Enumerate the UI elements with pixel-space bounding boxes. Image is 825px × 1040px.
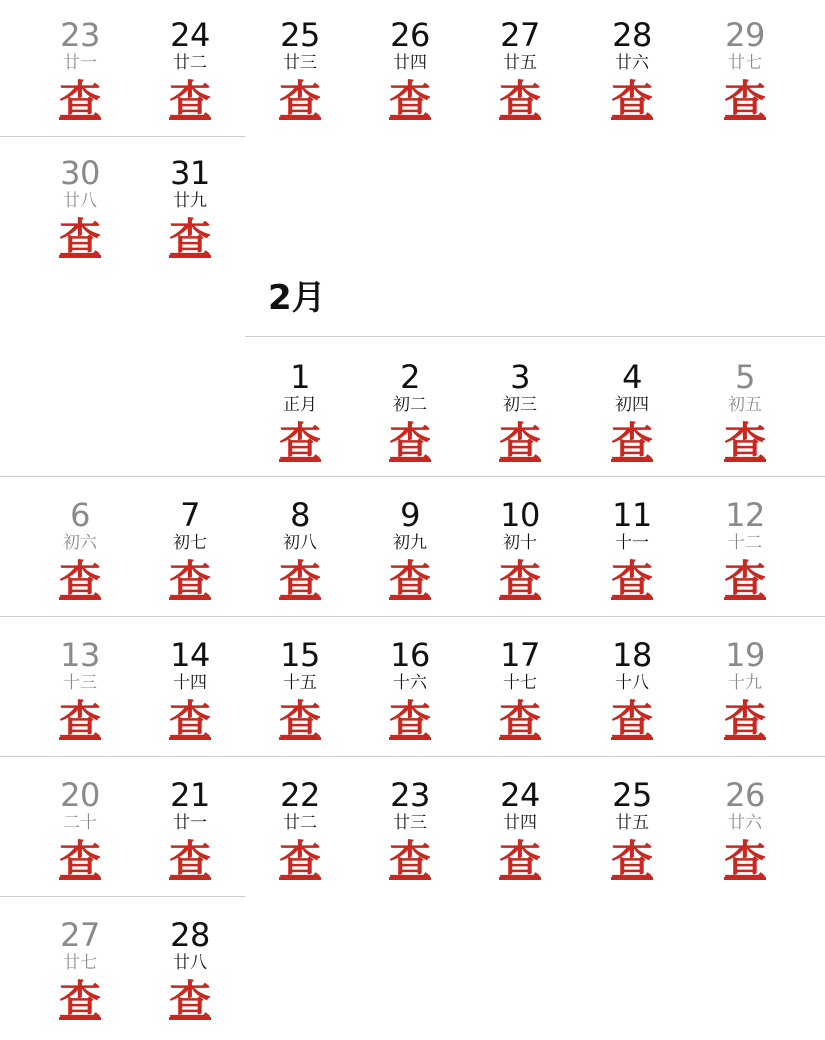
day-cell[interactable]: [245, 342, 355, 482]
day-number: 9: [400, 496, 420, 534]
lookup-button[interactable]: 查: [388, 76, 431, 125]
row-divider: [0, 616, 825, 617]
day-number: 23: [390, 776, 430, 814]
day-cell[interactable]: [245, 480, 355, 620]
day-cell[interactable]: [355, 342, 465, 482]
day-number: 27: [500, 16, 540, 54]
day-number: 22: [280, 776, 320, 814]
lunar-date: 廿一: [173, 813, 207, 833]
lunar-date: 十六: [393, 673, 427, 693]
lunar-date: 初四: [615, 395, 649, 415]
lunar-date: 廿二: [283, 813, 317, 833]
day-cell[interactable]: [690, 480, 800, 620]
day-number: 31: [170, 154, 210, 192]
lunar-date: 初九: [393, 533, 427, 553]
lunar-date: 初五: [728, 395, 762, 415]
lookup-button[interactable]: 查: [498, 76, 541, 125]
lunar-date: 初十: [503, 533, 537, 553]
day-cell[interactable]: [690, 620, 800, 760]
day-number: 17: [500, 636, 540, 674]
day-cell[interactable]: [25, 480, 135, 620]
row-divider: [0, 136, 245, 137]
day-number: 23: [60, 16, 100, 54]
lookup-button[interactable]: 查: [610, 418, 653, 467]
day-number: 30: [60, 154, 100, 192]
day-cell[interactable]: [25, 138, 135, 278]
lookup-button[interactable]: 查: [388, 836, 431, 885]
day-number: 25: [612, 776, 652, 814]
day-cell[interactable]: [135, 138, 245, 278]
day-cell[interactable]: [690, 0, 800, 140]
lunar-date: 廿八: [63, 191, 97, 211]
day-number: 1: [290, 358, 310, 396]
month-title-february: 2月: [268, 278, 326, 318]
lookup-button[interactable]: 查: [58, 214, 101, 263]
day-cell[interactable]: [25, 620, 135, 760]
lookup-button[interactable]: 查: [610, 76, 653, 125]
row-divider: [0, 756, 825, 757]
day-cell[interactable]: [25, 900, 135, 1040]
lookup-button[interactable]: 查: [58, 76, 101, 125]
day-number: 27: [60, 916, 100, 954]
day-number: 6: [70, 496, 90, 534]
day-cell[interactable]: [355, 480, 465, 620]
lunar-date: 廿八: [173, 953, 207, 973]
lunar-date: 十四: [173, 673, 207, 693]
lunar-date: 廿五: [503, 53, 537, 73]
day-cell[interactable]: [577, 0, 687, 140]
lookup-button[interactable]: 查: [278, 696, 321, 745]
lunar-date: 廿四: [393, 53, 427, 73]
day-cell[interactable]: [355, 620, 465, 760]
day-cell[interactable]: [25, 0, 135, 140]
lookup-button[interactable]: 查: [278, 836, 321, 885]
lookup-button[interactable]: 查: [168, 556, 211, 605]
lookup-button[interactable]: 查: [723, 836, 766, 885]
lookup-button[interactable]: 查: [498, 696, 541, 745]
day-number: 4: [622, 358, 642, 396]
day-cell[interactable]: [135, 760, 245, 900]
day-cell[interactable]: [135, 620, 245, 760]
lunar-date: 廿七: [728, 53, 762, 73]
day-cell[interactable]: [25, 760, 135, 900]
lunar-date: 廿六: [728, 813, 762, 833]
lookup-button[interactable]: 查: [388, 696, 431, 745]
day-number: 29: [725, 16, 765, 54]
lunar-date: 十一: [615, 533, 649, 553]
lunar-date: 十五: [283, 673, 317, 693]
lookup-button[interactable]: 查: [58, 836, 101, 885]
day-cell[interactable]: [245, 620, 355, 760]
lookup-button[interactable]: 查: [388, 418, 431, 467]
day-cell[interactable]: [135, 900, 245, 1040]
month-divider: [245, 336, 825, 337]
day-number: 20: [60, 776, 100, 814]
lookup-button[interactable]: 查: [498, 836, 541, 885]
day-number: 19: [725, 636, 765, 674]
lookup-button[interactable]: 查: [58, 696, 101, 745]
day-number: 11: [612, 496, 652, 534]
lunar-date: 廿四: [503, 813, 537, 833]
lookup-button[interactable]: 查: [58, 976, 101, 1025]
day-cell[interactable]: [690, 760, 800, 900]
lunar-date: 十二: [728, 533, 762, 553]
day-number: 8: [290, 496, 310, 534]
lunar-date: 初六: [63, 533, 97, 553]
lookup-button[interactable]: 查: [610, 836, 653, 885]
lookup-button[interactable]: 查: [168, 836, 211, 885]
lunar-date: 正月: [283, 395, 317, 415]
day-cell[interactable]: [577, 342, 687, 482]
day-cell[interactable]: [577, 760, 687, 900]
lunar-date: 廿五: [615, 813, 649, 833]
lookup-button[interactable]: 查: [168, 76, 211, 125]
lunar-date: 十三: [63, 673, 97, 693]
day-number: 18: [612, 636, 652, 674]
day-number: 26: [725, 776, 765, 814]
day-cell[interactable]: [465, 342, 575, 482]
day-cell[interactable]: [135, 480, 245, 620]
day-number: 13: [60, 636, 100, 674]
lunar-date: 十八: [615, 673, 649, 693]
lunar-date: 廿一: [63, 53, 97, 73]
lunar-date: 初三: [503, 395, 537, 415]
lookup-button[interactable]: 查: [610, 556, 653, 605]
lookup-button[interactable]: 查: [388, 556, 431, 605]
day-cell[interactable]: [690, 342, 800, 482]
day-number: 25: [280, 16, 320, 54]
day-cell[interactable]: [245, 760, 355, 900]
day-cell[interactable]: [465, 480, 575, 620]
lookup-button[interactable]: 查: [498, 418, 541, 467]
lunar-date: 初八: [283, 533, 317, 553]
day-number: 12: [725, 496, 765, 534]
day-number: 21: [170, 776, 210, 814]
day-number: 24: [500, 776, 540, 814]
day-number: 28: [170, 916, 210, 954]
day-number: 16: [390, 636, 430, 674]
day-cell[interactable]: [577, 620, 687, 760]
lookup-button[interactable]: 查: [278, 556, 321, 605]
day-number: 24: [170, 16, 210, 54]
lookup-button[interactable]: 查: [278, 76, 321, 125]
day-cell[interactable]: [465, 620, 575, 760]
day-number: 5: [735, 358, 755, 396]
lunar-date: 廿九: [173, 191, 207, 211]
day-cell[interactable]: [355, 0, 465, 140]
day-cell[interactable]: [245, 0, 355, 140]
lookup-button[interactable]: 查: [278, 418, 321, 467]
day-number: 2: [400, 358, 420, 396]
lookup-button[interactable]: 查: [723, 696, 766, 745]
day-number: 28: [612, 16, 652, 54]
row-divider: [0, 896, 245, 897]
day-cell[interactable]: [577, 480, 687, 620]
day-number: 15: [280, 636, 320, 674]
day-number: 10: [500, 496, 540, 534]
day-cell[interactable]: [465, 0, 575, 140]
lunar-date: 廿三: [393, 813, 427, 833]
lookup-button[interactable]: 查: [610, 696, 653, 745]
day-cell[interactable]: [465, 760, 575, 900]
day-number: 14: [170, 636, 210, 674]
lookup-button[interactable]: 查: [723, 556, 766, 605]
lookup-button[interactable]: 查: [168, 696, 211, 745]
lookup-button[interactable]: 查: [723, 76, 766, 125]
lunar-date: 初二: [393, 395, 427, 415]
lunar-date: 十七: [503, 673, 537, 693]
lunar-date: 廿三: [283, 53, 317, 73]
day-number: 26: [390, 16, 430, 54]
lookup-button[interactable]: 查: [168, 976, 211, 1025]
day-number: 3: [510, 358, 530, 396]
lunar-date: 廿七: [63, 953, 97, 973]
day-number: 7: [180, 496, 200, 534]
lunar-date: 廿六: [615, 53, 649, 73]
day-cell[interactable]: [355, 760, 465, 900]
lookup-button[interactable]: 查: [58, 556, 101, 605]
day-cell[interactable]: [135, 0, 245, 140]
lunar-date: 二十: [63, 813, 97, 833]
lunar-date: 初七: [173, 533, 207, 553]
lookup-button[interactable]: 查: [498, 556, 541, 605]
lookup-button[interactable]: 查: [723, 418, 766, 467]
lunar-date: 廿二: [173, 53, 207, 73]
row-divider: [0, 476, 825, 477]
lunar-date: 十九: [728, 673, 762, 693]
lookup-button[interactable]: 查: [168, 214, 211, 263]
